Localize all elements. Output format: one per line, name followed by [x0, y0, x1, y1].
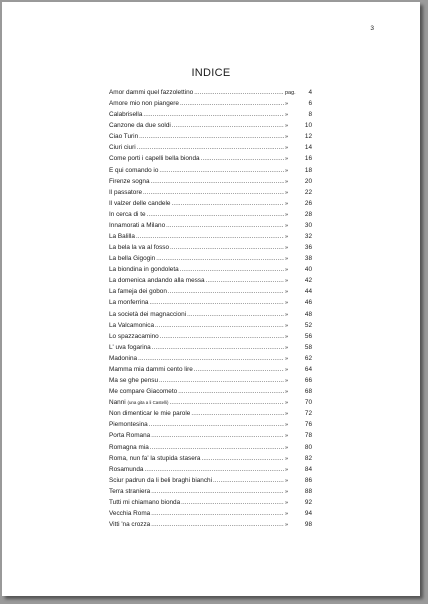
toc-entry [109, 178, 312, 189]
document-page [2, 2, 420, 596]
toc-entry-marker: » [285, 466, 289, 473]
toc-entry-page: 4 [308, 89, 312, 96]
toc-entry [109, 122, 312, 133]
toc-entry-title [109, 344, 151, 351]
toc-entry-marker: » [285, 156, 289, 163]
toc-entry-marker: » [285, 123, 289, 130]
toc-entry [109, 333, 312, 344]
dot-leader [151, 489, 284, 495]
toc-entry-title-text: Roma, nun fa' la stupida stasera [109, 454, 201, 462]
dot-leader [201, 456, 284, 462]
toc-entry [109, 211, 312, 222]
dot-leader [136, 234, 284, 240]
toc-entry-title-text: Vitti 'na crozza [109, 521, 151, 529]
toc-entry-page: 12 [304, 133, 312, 141]
toc-entry-marker: » [285, 422, 289, 429]
toc-entry [109, 377, 312, 388]
toc-entry-page: 14 [304, 144, 312, 152]
toc-entry-title [109, 211, 146, 218]
toc-entry-page: 42 [304, 277, 312, 285]
toc-entry-page: 6 [308, 100, 312, 108]
dot-leader [138, 356, 284, 362]
dot-leader [178, 389, 284, 395]
table-of-contents [109, 89, 312, 532]
toc-entry-page: 48 [304, 310, 312, 318]
toc-entry-title [109, 421, 148, 428]
toc-entry-marker: » [285, 145, 289, 152]
toc-entry-page: 58 [304, 343, 312, 351]
toc-entry-title-text: Firenze sogna [109, 177, 150, 185]
dot-leader [194, 367, 284, 373]
toc-entry-title [109, 477, 212, 484]
toc-entry [109, 488, 312, 499]
toc-entry-page: 44 [304, 288, 312, 296]
toc-entry [109, 200, 312, 211]
toc-entry-title-text: Come porti i capelli bella bionda [109, 155, 200, 163]
toc-entry-page: 64 [304, 365, 312, 373]
toc-entry-page: 40 [304, 266, 312, 274]
toc-entry-page: 30 [304, 221, 312, 229]
toc-entry-title [109, 410, 190, 417]
dot-leader [143, 190, 284, 196]
toc-entry [109, 100, 312, 111]
toc-entry [109, 366, 312, 377]
toc-entry [109, 288, 312, 299]
toc-entry-title-text: La bella Gigogin [109, 255, 156, 263]
toc-entry [109, 322, 312, 333]
toc-entry-title [109, 399, 168, 406]
toc-entry-page: 28 [304, 210, 312, 218]
toc-entry-page: 38 [304, 255, 312, 263]
toc-entry-title [109, 222, 165, 229]
dot-leader [152, 345, 284, 351]
toc-entry [109, 499, 312, 510]
toc-entry-page: 52 [304, 321, 312, 329]
toc-entry [109, 521, 312, 532]
toc-entry-marker: » [285, 400, 289, 407]
dot-leader [151, 511, 284, 517]
toc-entry-page: 22 [304, 188, 312, 196]
toc-entry-title [109, 89, 193, 96]
dot-leader [172, 123, 284, 129]
dot-leader [169, 400, 284, 406]
toc-entry-title-text: Terra straniera [109, 487, 151, 495]
toc-entry [109, 455, 312, 466]
toc-entry-title [109, 233, 135, 240]
toc-entry-title-text: In cerca di te [109, 210, 146, 218]
toc-entry-marker: » [285, 101, 289, 108]
toc-entry [109, 399, 312, 410]
toc-entry-page: 72 [304, 410, 312, 418]
toc-entry-marker: » [285, 455, 289, 462]
toc-entry-page: 92 [304, 498, 312, 506]
toc-entry-page: 36 [304, 244, 312, 252]
toc-entry-page: 80 [304, 443, 312, 451]
dot-leader [143, 112, 284, 118]
toc-entry-title-text: La bela la va al fosso [109, 244, 170, 252]
toc-entry-marker: pag. [285, 90, 296, 96]
toc-entry [109, 144, 312, 155]
toc-entry-title-text: Innamorati a Milano [109, 221, 166, 229]
dot-leader [170, 245, 284, 251]
toc-entry-marker: » [285, 200, 289, 207]
toc-entry-title [109, 355, 137, 362]
toc-entry-title [109, 122, 171, 129]
toc-entry [109, 466, 312, 477]
toc-entry-title [109, 255, 155, 262]
toc-entry [109, 244, 312, 255]
toc-entry-marker: » [285, 245, 289, 252]
toc-entry [109, 410, 312, 421]
toc-entry-page: 16 [304, 155, 312, 163]
dot-leader [151, 433, 284, 439]
toc-entry-marker: » [285, 178, 289, 185]
toc-entry-title-text: L' uva fogarina [109, 343, 151, 351]
toc-entry [109, 421, 312, 432]
toc-entry-marker: » [285, 234, 289, 241]
toc-entry-page: 84 [304, 465, 312, 473]
toc-entry-title [109, 299, 148, 306]
toc-entry [109, 167, 312, 178]
toc-entry-marker: » [285, 300, 289, 307]
toc-entry-title-text: La Valcamonica [109, 321, 154, 329]
toc-entry-title-text: La fameja dei gobon [109, 288, 167, 296]
toc-entry-title [109, 432, 150, 439]
toc-entry-title [109, 111, 142, 118]
toc-entry-title [109, 466, 143, 473]
toc-entry-title [109, 510, 150, 517]
toc-entry-title [109, 499, 180, 506]
toc-entry-title [109, 189, 142, 196]
dot-leader [159, 168, 284, 174]
toc-entry-page: 32 [304, 233, 312, 241]
toc-entry-title [109, 366, 193, 373]
toc-entry-title [109, 455, 200, 462]
toc-entry [109, 444, 312, 455]
toc-entry-title-text: Madonina [109, 354, 138, 362]
toc-entry-marker: » [285, 477, 289, 484]
toc-entry [109, 432, 312, 443]
index-title: INDICE [191, 67, 231, 79]
toc-entry-page: 82 [304, 454, 312, 462]
toc-entry-marker: » [285, 411, 289, 418]
toc-entry-page: 8 [308, 111, 312, 119]
toc-entry-marker: » [285, 378, 289, 385]
toc-entry-page: 66 [304, 377, 312, 385]
dot-leader [160, 334, 284, 340]
toc-entry-title-text: Calabrisella [109, 111, 143, 119]
toc-entry-title-text: Amore mio non piangere [109, 100, 179, 108]
dot-leader [187, 312, 284, 318]
toc-entry-title-text: Lo spazzacamino [109, 332, 159, 340]
toc-entry [109, 477, 312, 488]
dot-leader [201, 156, 284, 162]
toc-entry-marker: » [285, 134, 289, 141]
dot-leader [166, 223, 284, 229]
toc-entry-title-text: Porta Romana [109, 432, 151, 440]
toc-entry [109, 233, 312, 244]
toc-entry-marker: » [285, 433, 289, 440]
toc-entry-marker: » [285, 333, 289, 340]
toc-entry-title-text: E qui comando io [109, 166, 159, 174]
toc-entry-title-text: Sciur padrun da li beli braghi bianchi [109, 476, 213, 484]
toc-entry-marker: » [285, 522, 289, 529]
toc-entry-marker: » [285, 366, 289, 373]
toc-entry-note: (una gita a li Castelli) [127, 400, 169, 406]
toc-entry-page: 62 [304, 354, 312, 362]
toc-entry-title-text: Me compare Giacometo [109, 388, 178, 396]
toc-entry-marker: » [285, 289, 289, 296]
dot-leader [181, 500, 284, 506]
toc-entry-title [109, 266, 179, 273]
toc-entry-page: 94 [304, 509, 312, 517]
toc-entry-marker: » [285, 322, 289, 329]
dot-leader [171, 201, 284, 207]
toc-entry-page: 68 [304, 388, 312, 396]
toc-entry-marker: » [285, 311, 289, 318]
dot-leader [156, 256, 284, 262]
toc-entry-page: 20 [304, 177, 312, 185]
dot-leader [191, 411, 284, 417]
toc-entry-title-text: Amor dammi quel fazzolettino [109, 89, 194, 96]
dot-leader [149, 422, 284, 428]
toc-entry-title-text: Rosamunda [109, 465, 144, 473]
toc-entry-page: 46 [304, 299, 312, 307]
dot-leader [159, 378, 284, 384]
toc-entry [109, 155, 312, 166]
toc-entry [109, 277, 312, 288]
toc-entry [109, 355, 312, 366]
toc-entry-title [109, 133, 138, 140]
dot-leader [206, 278, 284, 284]
toc-entry-page: 26 [304, 199, 312, 207]
toc-entry-marker: » [285, 222, 289, 229]
dot-leader [213, 478, 284, 484]
toc-entry [109, 311, 312, 322]
toc-entry-title-text: La biondina in gondoleta [109, 266, 179, 274]
toc-entry-title-text: La società dei magnaccioni [109, 310, 187, 318]
toc-entry-title [109, 488, 150, 495]
toc-entry [109, 133, 312, 144]
toc-entry-title-text: Tutti mi chiamano bionda [109, 498, 181, 506]
toc-entry-title [109, 155, 200, 162]
toc-entry [109, 89, 312, 100]
dot-leader [168, 289, 284, 295]
dot-leader [144, 467, 284, 473]
toc-entry-page: 98 [304, 521, 312, 529]
toc-entry-title-text: Il valzer delle candele [109, 199, 171, 207]
toc-entry-title [109, 144, 136, 151]
toc-entry-marker: » [285, 167, 289, 174]
toc-entry-page: 76 [304, 421, 312, 429]
toc-entry-page: 10 [304, 122, 312, 130]
toc-entry-title [109, 444, 149, 451]
toc-entry [109, 111, 312, 122]
dot-leader [180, 101, 284, 107]
toc-entry [109, 222, 312, 233]
toc-entry-title [109, 377, 158, 384]
toc-entry-title [109, 167, 158, 174]
toc-entry [109, 266, 312, 277]
toc-entry-marker: » [285, 444, 289, 451]
toc-entry [109, 344, 312, 355]
dot-leader [180, 267, 284, 273]
dot-leader [137, 145, 284, 151]
toc-entry-title [109, 311, 186, 318]
toc-entry-page: 18 [304, 166, 312, 174]
toc-entry-title-text: La monferrina [109, 299, 149, 307]
toc-entry-marker: » [285, 112, 289, 119]
dot-leader [194, 90, 284, 96]
toc-entry-page: 56 [304, 332, 312, 340]
toc-entry-title-text: Non dimenticar le mie parole [109, 410, 191, 418]
toc-entry-page: 86 [304, 476, 312, 484]
toc-entry-marker: » [285, 278, 289, 285]
toc-entry-title [109, 322, 154, 329]
toc-entry-title [109, 277, 205, 284]
toc-entry-title-text: Ciuri ciuri [109, 144, 136, 152]
dot-leader [150, 445, 284, 451]
toc-entry [109, 510, 312, 521]
toc-entry-marker: » [285, 344, 289, 351]
toc-entry-title [109, 178, 150, 185]
toc-entry-title [109, 100, 179, 107]
toc-entry-title-text: Piemontesina [109, 421, 148, 429]
toc-entry-title-text: Vecchia Roma [109, 509, 151, 517]
toc-entry-title [109, 244, 169, 251]
toc-entry [109, 388, 312, 399]
toc-entry-title [109, 521, 150, 528]
toc-entry-marker: » [285, 355, 289, 362]
toc-entry-marker: » [285, 211, 289, 218]
toc-entry-page: 70 [304, 399, 312, 407]
toc-entry-marker: » [285, 499, 289, 506]
toc-entry-title-text: Mamma mia dammi cento lire [109, 365, 193, 373]
toc-entry-title-text: La domenica andando alla messa [109, 277, 205, 285]
dot-leader [155, 323, 284, 329]
toc-entry-marker: » [285, 510, 289, 517]
toc-entry [109, 255, 312, 266]
toc-entry-title-text: Ciao Turin [109, 133, 139, 141]
toc-entry-marker: » [285, 256, 289, 263]
toc-entry-title-text: Nanni [109, 399, 126, 407]
toc-entry [109, 189, 312, 200]
page-number: 3 [370, 25, 374, 32]
dot-leader [151, 522, 284, 528]
dot-leader [139, 134, 284, 140]
toc-entry-title-text: Il passatore [109, 188, 143, 196]
toc-entry-marker: » [285, 389, 289, 396]
toc-entry-title [109, 388, 177, 395]
toc-entry-title-text: La Balilla [109, 233, 135, 241]
toc-entry [109, 299, 312, 310]
toc-entry-marker: » [285, 267, 289, 274]
toc-entry-title-text: Ma se ghe pensu [109, 377, 159, 385]
dot-leader [149, 300, 284, 306]
toc-entry-title-text: Canzone da due soldi [109, 122, 171, 130]
toc-entry-marker: » [285, 189, 289, 196]
dot-leader [147, 212, 284, 218]
dot-leader [151, 179, 285, 185]
toc-entry-page: 78 [304, 432, 312, 440]
toc-entry-title [109, 333, 159, 340]
toc-entry-page: 88 [304, 487, 312, 495]
toc-entry-marker: » [285, 488, 289, 495]
toc-entry-title-text: Romagna mia [109, 443, 149, 451]
toc-entry-title [109, 288, 167, 295]
toc-entry-title [109, 200, 170, 207]
